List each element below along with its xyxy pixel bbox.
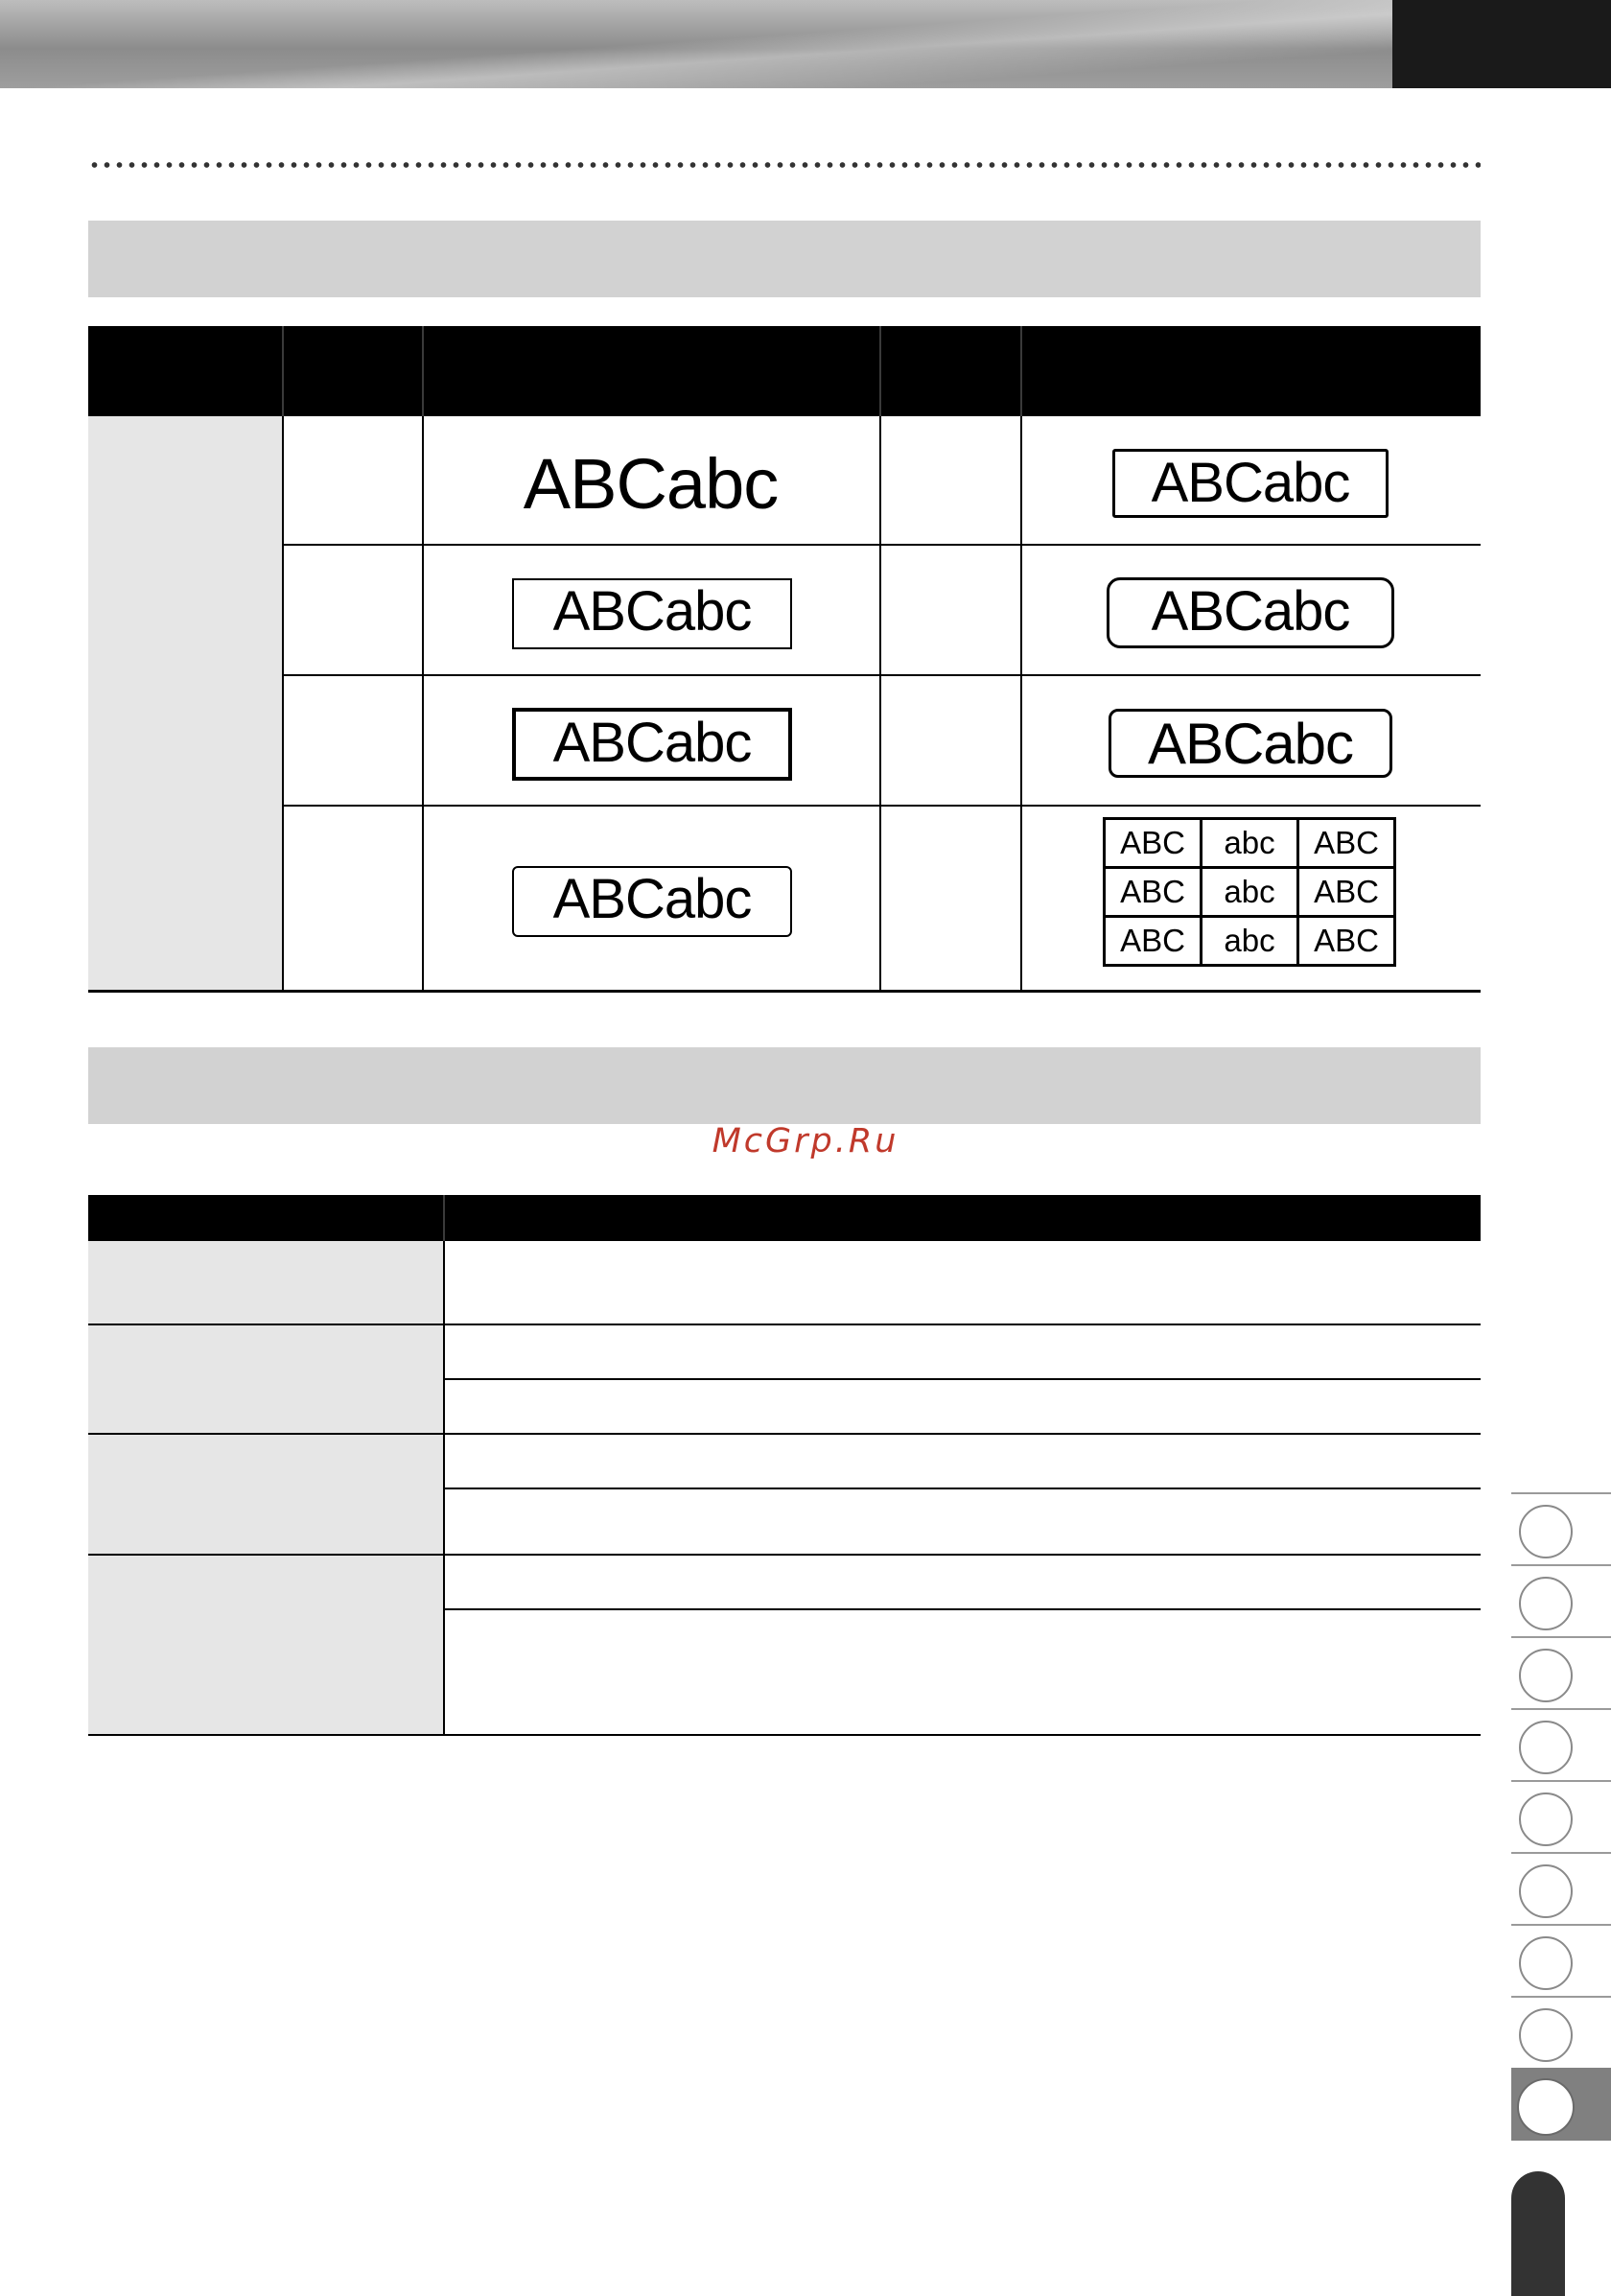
grid-row — [1105, 917, 1395, 966]
options-row-label — [88, 1241, 443, 1324]
chapter-tab-5[interactable] — [1511, 1780, 1611, 1853]
tab-circle-icon — [1519, 2008, 1573, 2062]
column-line — [879, 416, 881, 992]
row-line — [443, 1488, 1481, 1489]
grid-cell: abc — [1202, 819, 1298, 868]
column-line — [282, 416, 284, 992]
frame-table — [88, 326, 1481, 994]
row-line — [88, 1324, 1481, 1325]
chapter-tab-4[interactable] — [1511, 1708, 1611, 1781]
row-line — [88, 1554, 1481, 1556]
grid-cell: abc — [1202, 868, 1298, 917]
options-row-label — [88, 1435, 443, 1554]
frame-sample-round-corner: ABCabc — [1112, 449, 1389, 518]
frame-sample-bold-rounded: ABCabc — [1109, 709, 1392, 778]
chapter-tab-6[interactable] — [1511, 1852, 1611, 1925]
row-line — [282, 544, 1481, 546]
section-bar-frames — [88, 221, 1481, 297]
row-line — [443, 1608, 1481, 1610]
grid-cell: ABC — [1298, 868, 1395, 917]
header-separator — [1020, 326, 1022, 416]
grid-cell: ABC — [1298, 917, 1395, 966]
frame-sample-off: ABCabc — [523, 444, 779, 524]
row-line — [282, 805, 1481, 807]
grid-cell: abc — [1202, 917, 1298, 966]
tab-circle-icon — [1519, 1721, 1573, 1774]
column-line — [1020, 416, 1022, 992]
tab-circle-icon — [1519, 1864, 1573, 1918]
options-table — [88, 1195, 1481, 1736]
chapter-tab-3[interactable] — [1511, 1636, 1611, 1709]
chapter-tab-7[interactable] — [1511, 1924, 1611, 1997]
options-row-label — [88, 1556, 443, 1734]
table-bottom-rule — [88, 990, 1481, 993]
header-separator — [282, 326, 284, 416]
tab-circle-icon — [1519, 1936, 1573, 1990]
grid-cell: ABC — [1105, 868, 1202, 917]
chapter-tab-8[interactable] — [1511, 1996, 1611, 2069]
tab-circle-icon — [1519, 1792, 1573, 1846]
grid-row — [1105, 868, 1395, 917]
tab-circle-icon — [1519, 1649, 1573, 1702]
header-chapter-block — [1392, 0, 1611, 88]
page-number-tab — [1511, 2171, 1565, 2296]
frame-category-cell — [88, 416, 282, 992]
row-line — [282, 674, 1481, 676]
tab-circle-icon — [1519, 2080, 1573, 2134]
tab-circle-icon — [1519, 1505, 1573, 1558]
dotted-divider — [88, 161, 1481, 169]
header-shine — [0, 0, 1392, 88]
header-separator — [422, 326, 424, 416]
row-line — [88, 1734, 1481, 1736]
chapter-tab-1[interactable] — [1511, 1492, 1611, 1565]
header-band — [0, 0, 1392, 88]
column-line — [422, 416, 424, 992]
frame-sample-rounded: ABCabc — [1107, 577, 1394, 648]
grid-sample — [1103, 817, 1396, 967]
tab-circle-icon — [1519, 1577, 1573, 1630]
options-row-label — [88, 1325, 443, 1433]
chapter-tab-2[interactable] — [1511, 1564, 1611, 1637]
chapter-tab-9-active[interactable] — [1511, 2068, 1611, 2141]
grid-row — [1105, 819, 1395, 868]
frame-table-header — [88, 326, 1481, 416]
row-line — [443, 1378, 1481, 1380]
section-bar-options — [88, 1047, 1481, 1124]
frame-sample-bold: ABCabc — [512, 708, 792, 781]
options-table-header — [88, 1195, 1481, 1241]
header-separator — [443, 1195, 445, 1241]
frame-sample-soft: ABCabc — [512, 866, 792, 937]
frame-sample-thin: ABCabc — [512, 578, 792, 649]
header-separator — [879, 326, 881, 416]
grid-cell: ABC — [1105, 819, 1202, 868]
row-line — [88, 1433, 1481, 1435]
grid-cell: ABC — [1105, 917, 1202, 966]
watermark: McGrp.Ru — [712, 1122, 899, 1160]
grid-cell: ABC — [1298, 819, 1395, 868]
